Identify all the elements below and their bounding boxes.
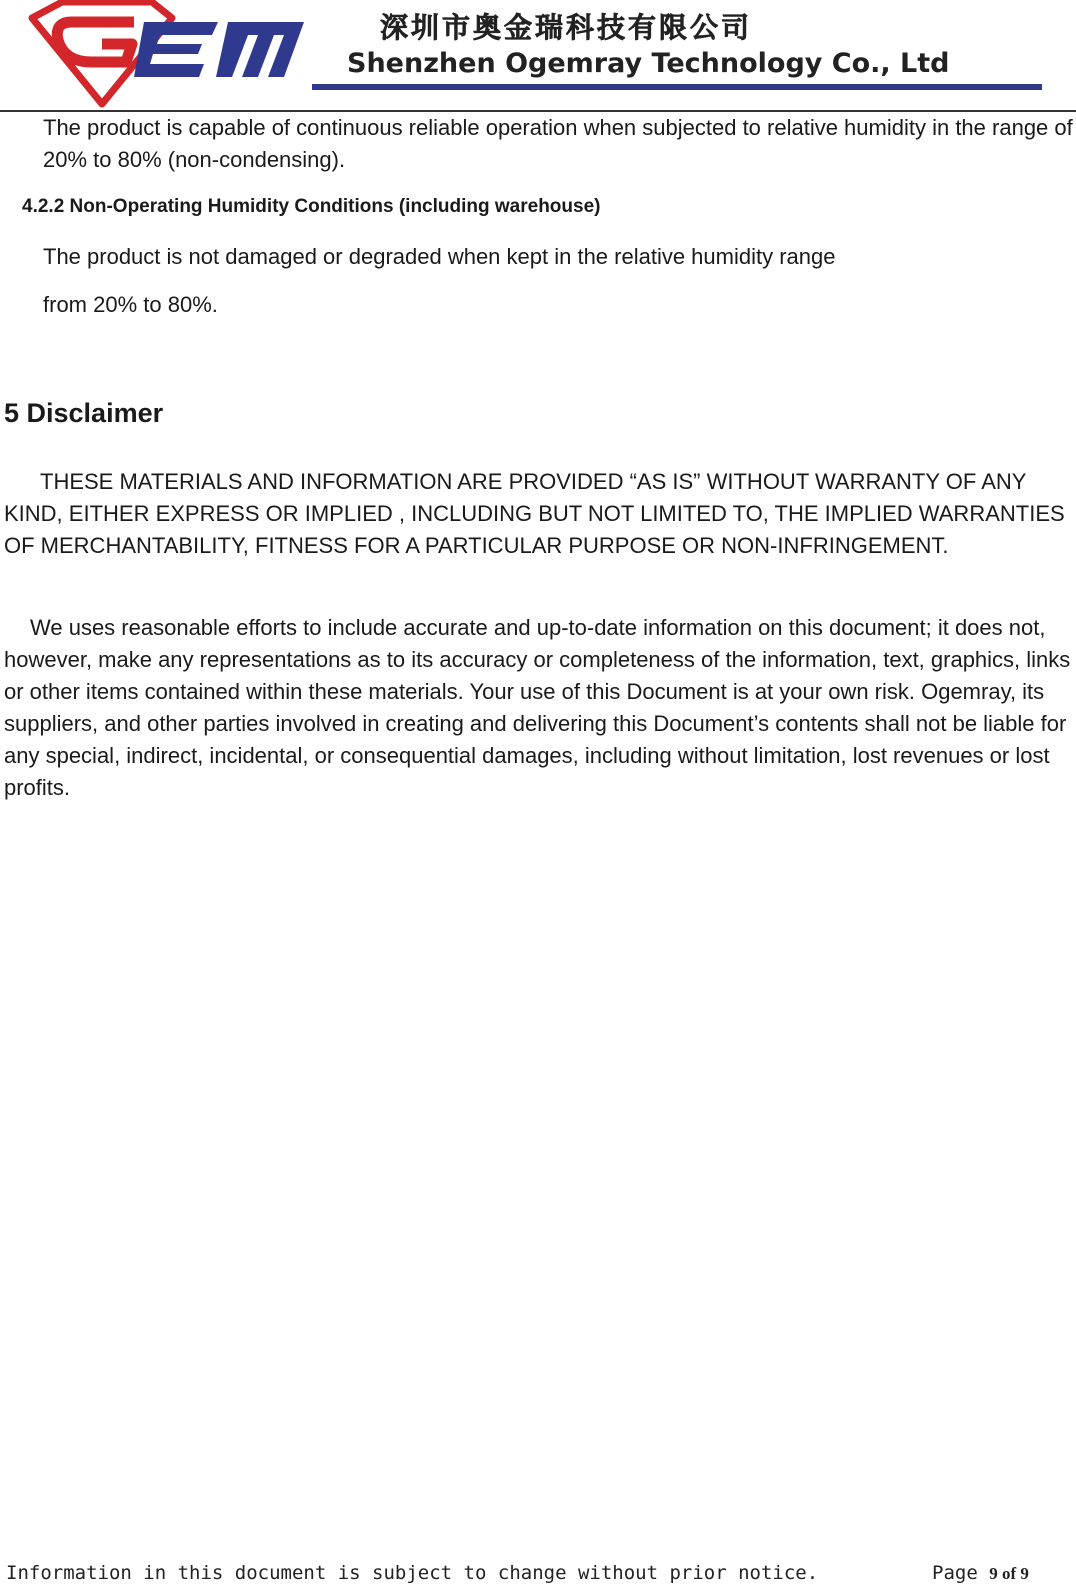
page-header [0, 0, 1076, 112]
non-operating-humidity-line1: The product is not damaged or degraded when kept in the relative humidity range [43, 244, 836, 269]
gem-logo [22, 0, 312, 108]
disclaimer-liability-paragraph: We uses reasonable efforts to include accurate and up-to-date information on this document; it does not, however, make any representations as to its accuracy or completeness of the information, text, graphics, links or other items contained within these materials. Your use of this Document is at your own risk. Ogemray, its suppliers, and other parties involved in creating and delivering this Document’s contents shall not be liable for any special, indirect, incidental, or consequential damages, including without limitation, lost revenues or lost profits. [4, 615, 1071, 800]
logo-letter-m [216, 22, 304, 77]
page-number [932, 1562, 1029, 1584]
footer-notice: Information in this document is subject to change without prior notice. [6, 1562, 819, 1584]
header-blue-rule [312, 84, 1042, 90]
page-label: Page [932, 1562, 978, 1584]
non-operating-humidity-line2: from 20% to 80%. [43, 292, 218, 317]
logo-letter-g [57, 22, 134, 62]
disclaimer-warranty-paragraph: THESE MATERIALS AND INFORMATION ARE PROVIDED “AS IS” WITHOUT WARRANTY OF ANY KIND, EITHER EXPRESS OR IMPLIED , INCLUDING BUT NOT LIMITED TO, THE IMPLIED WARRANTIES OF MERCHANTABILITY, FITNESS FOR A PARTICULAR PURPOSE OR NON-INFRINGEMENT. [4, 469, 1065, 558]
section-5-heading: 5 Disclaimer [4, 398, 164, 428]
section-4-2-2-heading: 4.2.2 Non-Operating Humidity Conditions (including warehouse) [22, 196, 601, 217]
operating-humidity-paragraph: The product is capable of continuous reliable operation when subjected to relative humidity in the range of 20% to 80% (non-condensing). [43, 115, 1073, 172]
logo-letter-e [134, 22, 218, 77]
page-count: 9 of 9 [989, 1564, 1029, 1583]
company-name-chinese: 深圳市奥金瑞科技有限公司 [380, 11, 753, 44]
company-name-english: Shenzhen Ogemray Technology Co., Ltd [347, 48, 950, 79]
